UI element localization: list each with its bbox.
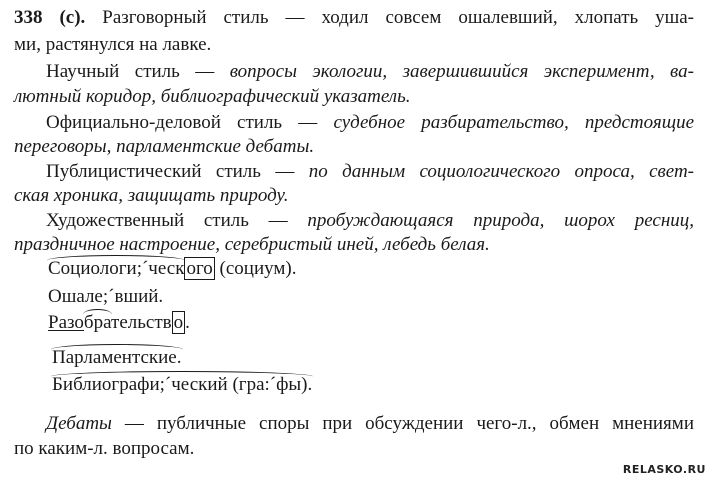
colloquial-text: Разговорный стиль — ходил совсем ошалевший, хлопать уша- <box>102 7 695 28</box>
definition-text: — публичные споры при обсуждении чего-л., обмен мнениями <box>111 413 694 434</box>
root-arc: Социологи;´ческ <box>48 258 185 279</box>
publicistic-label: Публицистический стиль — <box>46 161 295 182</box>
scientific-examples-end: лютный коридор, библиографический указатель. <box>14 86 411 107</box>
analysis-word-3 <box>48 311 190 335</box>
analysis-word-4 <box>52 346 182 370</box>
artistic-examples-end: праздничное настроение, серебристый иней, лебедь белая. <box>14 234 490 255</box>
analysis-word-1 <box>48 257 296 281</box>
scientific-line-2 <box>14 85 411 109</box>
suffix-part: тельств <box>111 312 172 333</box>
definition-term: Дебаты <box>46 413 112 434</box>
analysis-word-text: Ошале;´вший. <box>48 286 164 307</box>
scientific-examples: вопросы экологии, завершившийся эксперимент, ва- <box>229 61 695 82</box>
prefix-mark: Разо <box>48 312 84 333</box>
colloquial-text-end: ми, растянулся на лавке. <box>14 34 212 55</box>
official-examples-end: переговоры, парламентские дебаты. <box>14 136 315 157</box>
publicistic-examples: по данным социологического опроса, свет- <box>308 161 695 182</box>
analysis-note: (социум). <box>214 258 297 279</box>
exercise-line-1 <box>14 6 694 30</box>
artistic-label: Художественный стиль — <box>46 210 288 231</box>
scientific-line-1 <box>46 60 694 84</box>
artistic-line-2 <box>14 233 490 257</box>
official-examples: судебное разбирательство, предстоящие <box>333 112 695 133</box>
analysis-word-text: Библиографи;´ческий (гра:´фы). <box>52 374 313 395</box>
analysis-word-5 <box>52 373 312 397</box>
official-label: Официально-деловой стиль — <box>46 112 318 133</box>
definition-line-2 <box>14 437 194 461</box>
watermark: RELASKO.RU <box>622 463 706 476</box>
official-line-1 <box>46 111 694 135</box>
definition-text-end: по каким-л. вопросам. <box>14 438 195 459</box>
publicistic-examples-end: ская хроника, защищать природу. <box>14 185 289 206</box>
period: . <box>185 312 190 333</box>
root-arc: бра <box>83 312 112 333</box>
official-line-2 <box>14 135 314 159</box>
publicistic-line-2 <box>14 184 289 208</box>
exercise-line-2 <box>14 33 211 57</box>
ending-box: о <box>173 312 184 333</box>
definition-line-1 <box>46 412 694 436</box>
publicistic-line-1 <box>46 160 694 184</box>
analysis-word-2 <box>48 285 163 309</box>
scientific-label: Научный стиль — <box>46 61 215 82</box>
artistic-line-1 <box>46 209 694 233</box>
ending-box: ого <box>186 258 213 279</box>
exercise-number: 338 (с). <box>14 7 86 28</box>
analysis-word-text: Парламентские. <box>52 347 182 368</box>
artistic-examples: пробуждающаяся природа, шорох ресниц, <box>307 210 694 231</box>
